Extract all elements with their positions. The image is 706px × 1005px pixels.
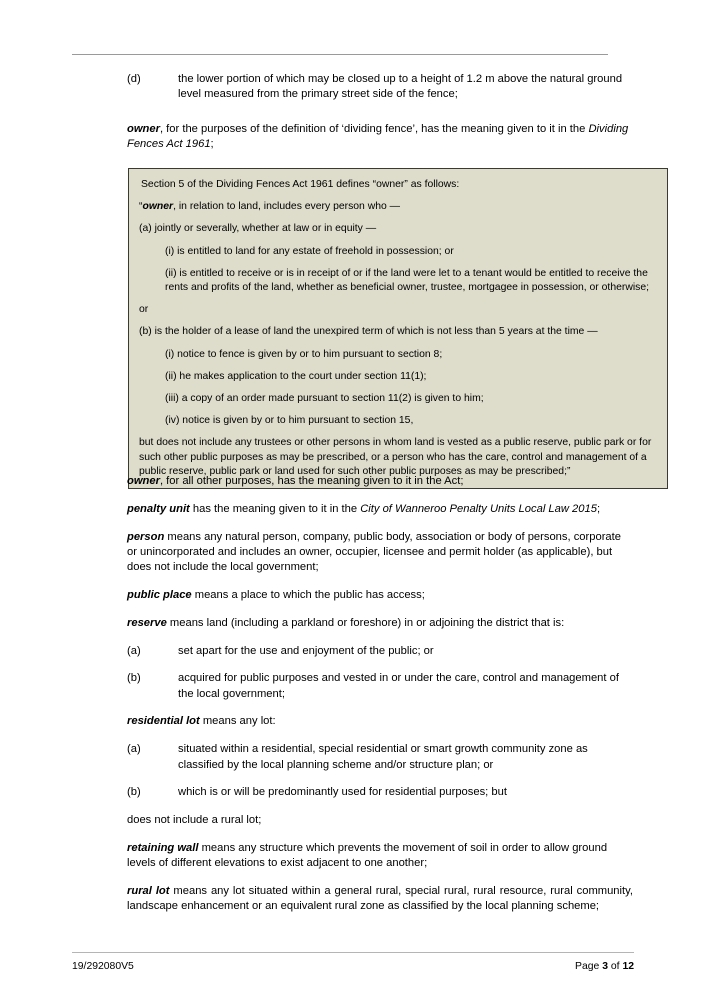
- statute-closing: but does not include any trustees or other persons in whom land is vested as a public reserve, public park or for such other public purposes as may be prescribed, or a person who has the care, control and management of a public reserve, public park or land used for such other public purposes as may be prescribed;”: [139, 437, 652, 477]
- statute-item-b-iii: (iii) a copy of an order made pursuant to section 11(2) is given to him;: [165, 393, 484, 405]
- reserve-text: means land (including a parkland or foreshore) in or adjoining the district that is:: [166, 616, 565, 629]
- statute-item-b-ii: (ii) he makes application to the court under section 11(1);: [165, 370, 427, 382]
- penalty-unit-para: [127, 502, 633, 517]
- header-rule: [72, 54, 608, 55]
- statute-item-a: (a) jointly or severally, whether at law or in equity —: [139, 223, 377, 235]
- public-place-text: means a place to which the public has access;: [191, 588, 425, 601]
- term-person: person: [127, 530, 165, 543]
- reserve-item-a-marker: (a): [127, 644, 141, 657]
- rural-lot-para: [127, 884, 633, 915]
- footer-page-total: 12: [622, 961, 634, 972]
- residential-lot-item-a-text: situated within a residential, special residential or smart growth community zone as classified by the local planning scheme and/or structure plan; or: [178, 743, 588, 771]
- residential-lot-item-b-marker: (b): [127, 786, 141, 799]
- footer-page-indicator: [575, 960, 634, 974]
- owner-dividing-fence-text-before: , for the purposes of the definition of ‘dividing fence’, has the meaning given to it in the: [159, 123, 589, 135]
- footer-page-number: 3: [602, 961, 608, 972]
- term-penalty-unit: penalty unit: [127, 502, 190, 515]
- clause-d-row: [127, 72, 633, 103]
- term-reserve: reserve: [127, 616, 167, 629]
- clause-d-block: [127, 72, 633, 115]
- person-para: [127, 530, 633, 576]
- statute-or-connector: or: [139, 304, 149, 316]
- term-owner-all-purposes: owner: [127, 475, 160, 487]
- retaining-wall-text: means any structure which prevents the movement of soil in order to allow ground levels of different elevations to exist adjacent to one another;: [127, 841, 608, 870]
- page-footer: [72, 960, 634, 974]
- quote-open-mark: “: [139, 201, 143, 213]
- term-retaining-wall: retaining wall: [127, 841, 199, 854]
- reserve-item-b-row: [127, 671, 633, 702]
- clause-d-marker: (d): [127, 73, 141, 85]
- penalty-units-local-law-title: City of Wanneroo Penalty Units Local Law 2015: [360, 502, 597, 515]
- person-text: means any natural person, company, public body, association or body of persons, corporate or unincorporated and includes an owner, occupier, licensee and permit holder (as applicable), but does not include the local government;: [127, 530, 621, 574]
- reserve-item-a-row: [127, 644, 633, 659]
- residential-lot-item-a-marker: (a): [127, 743, 141, 756]
- residential-lot-item-b-row: [127, 785, 633, 800]
- statute-item-b-i: (i) notice to fence is given by or to him pursuant to section 8;: [165, 348, 443, 360]
- reserve-item-b-marker: (b): [127, 672, 141, 685]
- penalty-unit-text-before: has the meaning given to it in the: [189, 502, 361, 515]
- dividing-fences-act-title: Dividing Fences Act 1961: [127, 123, 629, 151]
- term-rural-lot: rural lot: [127, 885, 170, 898]
- owner-dividing-fence-para: [127, 122, 633, 153]
- definitions-block: [127, 474, 633, 927]
- term-residential-lot: residential lot: [127, 715, 200, 728]
- statute-owner-definition: [139, 200, 657, 214]
- statute-term-owner-rest: , in relation to land, includes every person who —: [173, 201, 401, 213]
- owner-all-purposes-text: , for all other purposes, has the meaning given to it in the Act;: [159, 475, 464, 487]
- public-place-para: [127, 588, 633, 603]
- owner-all-purposes-para: [127, 474, 633, 489]
- statute-item-a-ii: (ii) is entitled to receive or is in receipt of or if the land were let to a tenant would be entitled to receive the rents and profits of the land, whether as beneficial owner, trustee, mortgagee in possession, or otherwise;: [165, 267, 650, 294]
- rural-lot-text: means any lot situated within a general rural, special rural, rural resource, rural community, landscape enhancement or an equivalent rural zone as classified by the local planning scheme;: [127, 885, 633, 913]
- footer-page-middle: of: [607, 961, 623, 972]
- footer-page-prefix: Page: [575, 961, 603, 972]
- term-owner: owner: [127, 123, 160, 135]
- residential-lot-closing: does not include a rural lot;: [127, 814, 262, 827]
- statute-intro: Section 5 of the Dividing Fences Act 1961 defines “owner” as follows:: [141, 179, 460, 190]
- statute-item-a-i: (i) is entitled to land for any estate of freehold in possession; or: [165, 245, 454, 257]
- owner-dividing-fence-text-after: ;: [210, 138, 214, 151]
- reserve-para: [127, 616, 633, 631]
- owner-dividing-fence-block: [127, 122, 633, 165]
- reserve-item-a-text: set apart for the use and enjoyment of the public; or: [178, 644, 434, 657]
- residential-lot-para: [127, 714, 633, 729]
- residential-lot-item-a-row: [127, 742, 633, 773]
- statute-term-owner: owner: [142, 201, 174, 213]
- footer-rule: [72, 952, 634, 953]
- reserve-item-b-text: acquired for public purposes and vested in or under the care, control and management of the local government;: [178, 672, 619, 700]
- statute-item-b: (b) is the holder of a lease of land the unexpired term of which is not less than 5 years at the time —: [139, 326, 598, 338]
- residential-lot-text: means any lot:: [199, 715, 276, 728]
- statute-item-b-iv: (iv) notice is given by or to him pursuant to section 15,: [165, 415, 414, 427]
- retaining-wall-para: [127, 841, 633, 872]
- footer-document-id: 19/292080V5: [72, 961, 134, 972]
- penalty-unit-text-after: ;: [596, 502, 601, 515]
- term-public-place: public place: [127, 588, 192, 601]
- statute-quote-box: [128, 168, 668, 489]
- clause-d-text: the lower portion of which may be closed up to a height of 1.2 m above the natural ground level measured from the primary street side of the fence;: [178, 73, 623, 101]
- residential-lot-item-b-text: which is or will be predominantly used for residential purposes; but: [178, 786, 507, 799]
